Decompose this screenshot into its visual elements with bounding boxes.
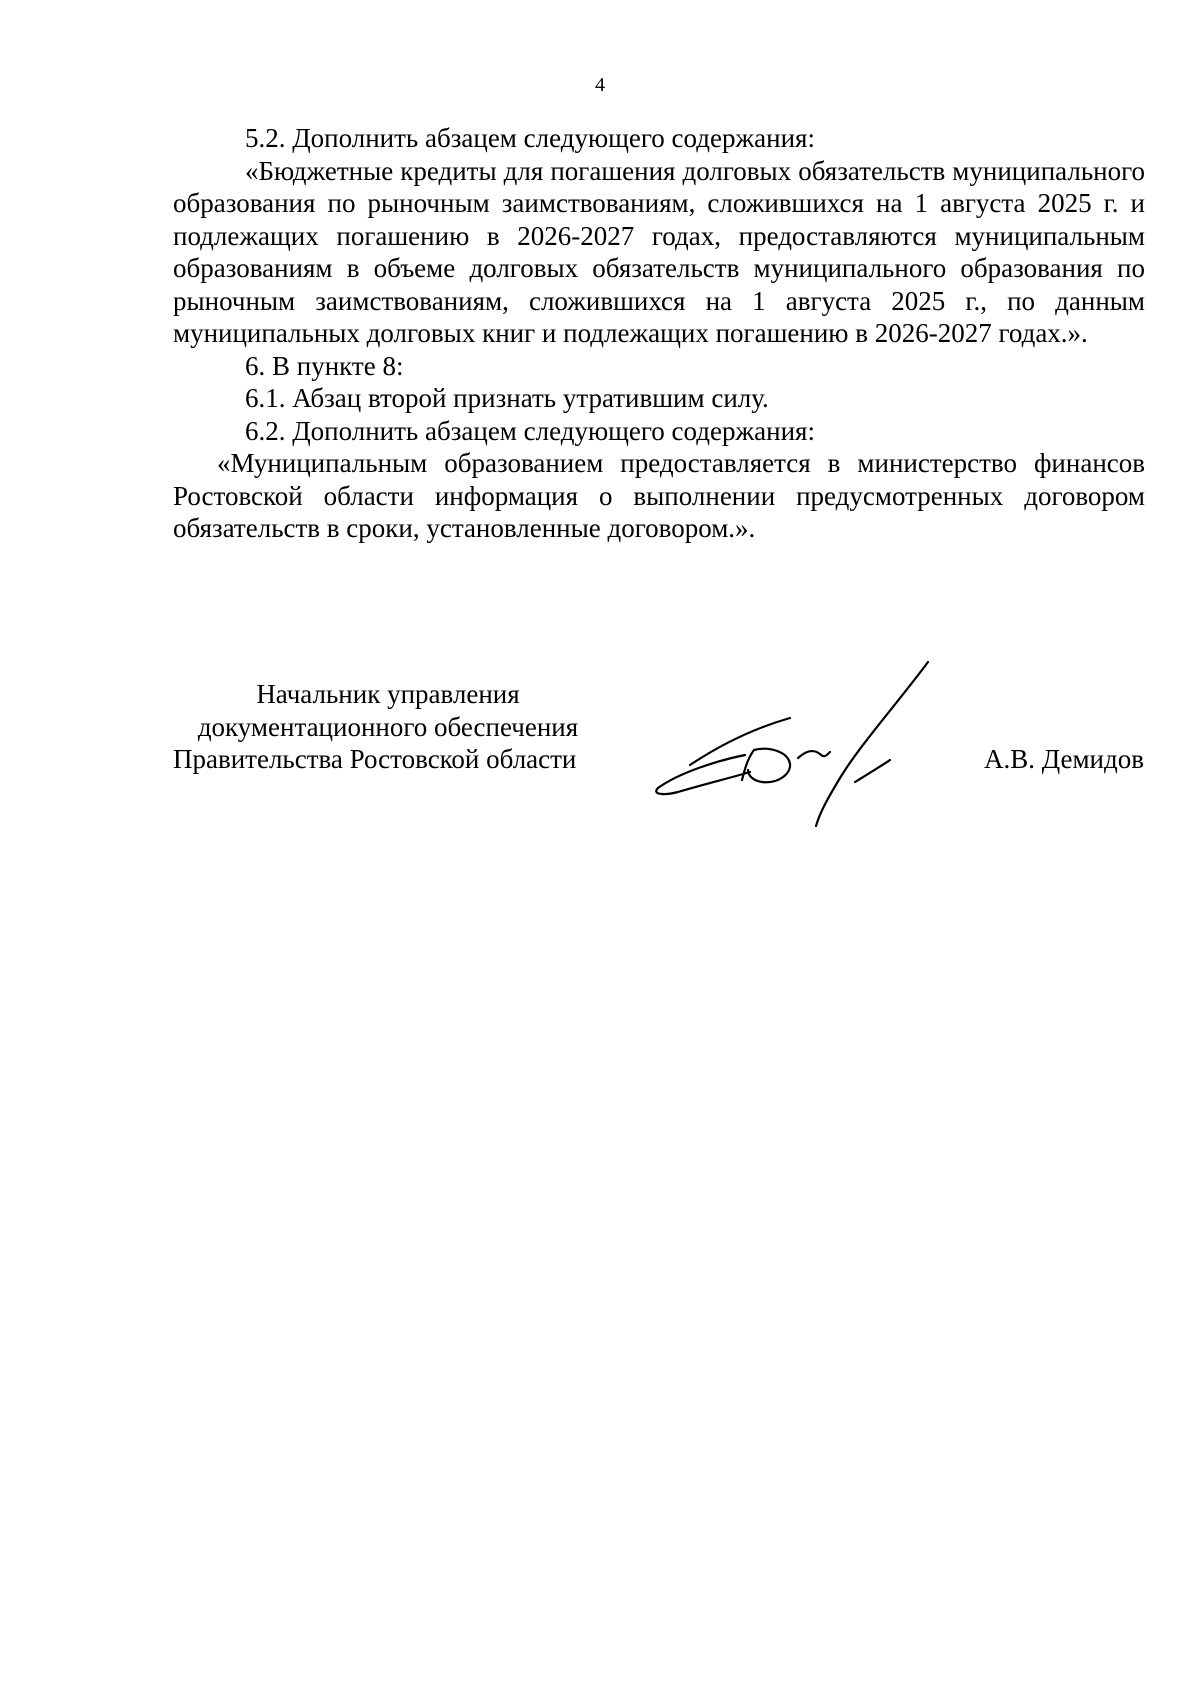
signatory-title-line-3: Правительства Ростовской области	[173, 744, 577, 774]
paragraph-6-2: 6.2. Дополнить абзацем следующего содержания:	[245, 415, 815, 446]
document-body	[173, 122, 1145, 545]
paragraph-5-2: 5.2. Дополнить абзацем следующего содержания:	[245, 123, 815, 153]
page-number: 4	[595, 74, 605, 96]
paragraph-6: 6. В пункте 8:	[245, 350, 404, 381]
signatory-title-line-1: Начальник управления	[256, 679, 520, 709]
signer-name: А.В. Демидов	[983, 744, 1144, 774]
signatory-title-line-2: документационного обеспечения	[197, 711, 579, 742]
paragraph-6-1: 6.1. Абзац второй признать утратившим силу.	[245, 383, 769, 413]
paragraph-municipal-info: «Муниципальным образованием предоставляется в министерство финансов Ростовской области информация о выполнении предусмотренных договором обязательств в сроки, установленные договором.».	[173, 448, 1145, 543]
paragraph-budget-credits: «Бюджетные кредиты для погашения долговых обязательств муниципального образования по рыночным заимствованиям, сложившихся на 1 августа 2025 г. и подлежащих погашению в 2026-2027 годах, предоставляются муниципальным образованиям в объеме долговых обязательств муниципального образования по рыночным заимствованиям, сложившихся на 1 августа 2025 г., по данным муниципальных долговых книг и подлежащих погашению в 2026-2027 годах.».	[173, 155, 1145, 348]
signatory-title	[173, 678, 603, 776]
handwritten-signature	[650, 660, 940, 830]
